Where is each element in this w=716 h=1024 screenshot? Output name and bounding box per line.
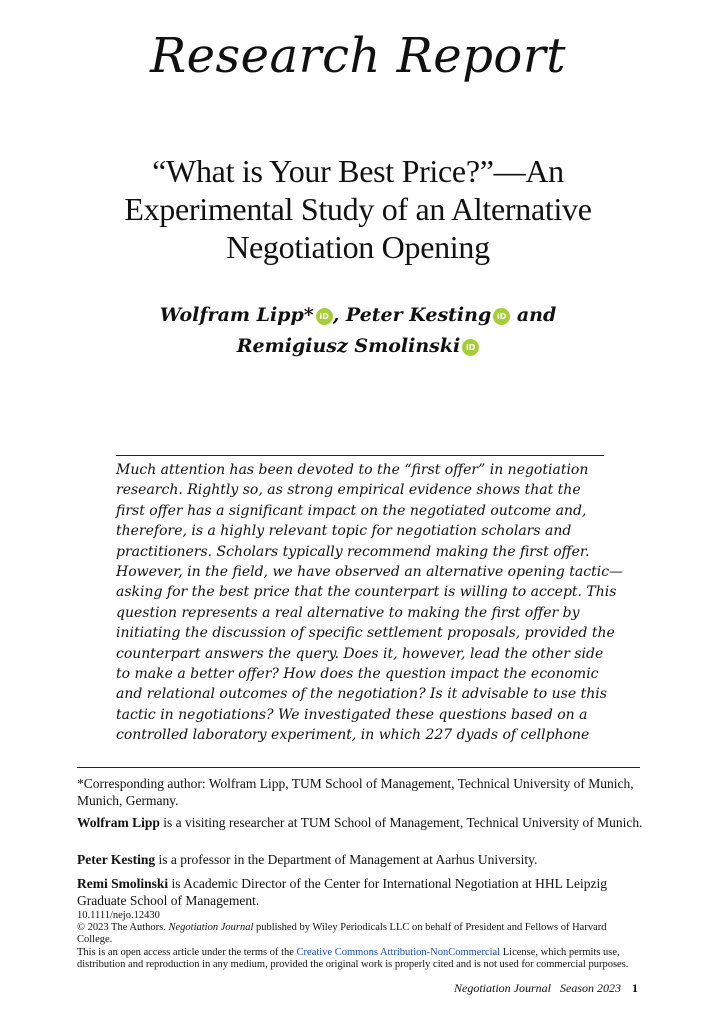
orcid-icon[interactable]: iD <box>316 308 333 325</box>
copyright-notice: © 2023 The Authors. Negotiation Journal published by Wiley Periodicals LLC on behalf of President and Fellows of Harvard College. <box>77 922 607 946</box>
abstract-line: controlled laboratory experiment, in which 227 dyads of cellphone <box>116 727 590 744</box>
license-link[interactable]: Creative Commons Attribution-NonCommercial <box>296 947 501 958</box>
author-bio-lipp <box>77 815 643 832</box>
doi: 10.1111/nejo.12430 <box>77 910 160 921</box>
abstract-divider <box>116 455 604 456</box>
abstract-line: However, in the field, we have observed an alternative opening tactic— <box>116 564 624 581</box>
abstract-line: asking for the best price that the counterpart is willing to accept. This <box>116 584 617 601</box>
orcid-icon[interactable]: iD <box>493 308 510 325</box>
author-bio-kesting <box>77 852 643 869</box>
author-list <box>60 300 656 362</box>
bio-name: Peter Kesting <box>77 852 156 867</box>
corresponding-author-note: *Corresponding author: Wolfram Lipp, TUM School of Management, Technical University of Munich, Munich, Germany. <box>77 776 634 808</box>
abstract-line: question represents a real alternative to making the first offer by <box>116 604 580 621</box>
abstract-line: counterpart answers the query. Does it, however, lead the other side <box>116 645 604 662</box>
abstract-line: therefore, is a highly relevant topic for negotiation scholars and <box>116 523 572 540</box>
title-line: “What is Your Best Price?”—An <box>152 153 564 189</box>
license-notice: This is an open access article under the terms of the Creative Commons Attribution-NonCommercial License, which permits use, distribution and reproduction in any medium, provided the original work is properly cited and is not used for commercial purposes. <box>77 947 629 971</box>
author-name: Wolfram Lipp* <box>159 304 314 326</box>
footnote-divider <box>77 767 640 768</box>
abstract-line: to make a better offer? How does the question impact the economic <box>116 666 599 683</box>
author-line-1 <box>60 300 656 331</box>
section-label: Research Report <box>149 28 567 84</box>
author-name: Remigiusz Smolinski <box>236 335 461 357</box>
abstract-line: Much attention has been devoted to the “first offer” in negotiation <box>116 462 589 478</box>
footer-issue: Season 2023 <box>560 981 621 995</box>
abstract-line: first offer has a significant impact on the negotiated outcome and, <box>116 502 587 519</box>
footer-journal: Negotiation Journal <box>454 981 551 995</box>
bio-text: is Academic Director of the Center for International Negotiation at HHL Leipzig Graduate School of Management. <box>77 876 607 908</box>
author-bio-smolinski <box>77 876 643 909</box>
title-line: Negotiation Opening <box>226 229 490 265</box>
abstract-line: tactic in negotiations? We investigated these questions based on a <box>116 706 588 723</box>
author-conjunction: and <box>510 304 557 326</box>
title-line: Experimental Study of an Alternative <box>124 191 592 227</box>
bio-text: is a visiting researcher at TUM School of Management, Technical University of Munich. <box>159 815 643 830</box>
author-line-2 <box>60 331 656 362</box>
abstract-line: and relational outcomes of the negotiation? Is it advisable to use this <box>116 686 607 703</box>
bio-text: is a professor in the Department of Management at Aarhus University. <box>155 852 538 867</box>
running-footer <box>454 981 638 996</box>
bio-name: Wolfram Lipp <box>77 815 160 830</box>
bio-name: Remi Smolinski <box>77 876 169 891</box>
author-name: , Peter Kesting <box>332 304 492 326</box>
abstract <box>116 460 624 746</box>
abstract-line: research. Rightly so, as strong empirical evidence shows that the <box>116 482 581 499</box>
article-title <box>70 152 646 266</box>
orcid-icon[interactable]: iD <box>462 339 479 356</box>
journal-name: Negotiation Journal <box>168 922 254 933</box>
abstract-line: initiating the discussion of specific settlement proposals, provided the <box>116 625 615 642</box>
abstract-line: practitioners. Scholars typically recommend making the first offer. <box>116 543 590 560</box>
page-number: 1 <box>632 981 638 995</box>
